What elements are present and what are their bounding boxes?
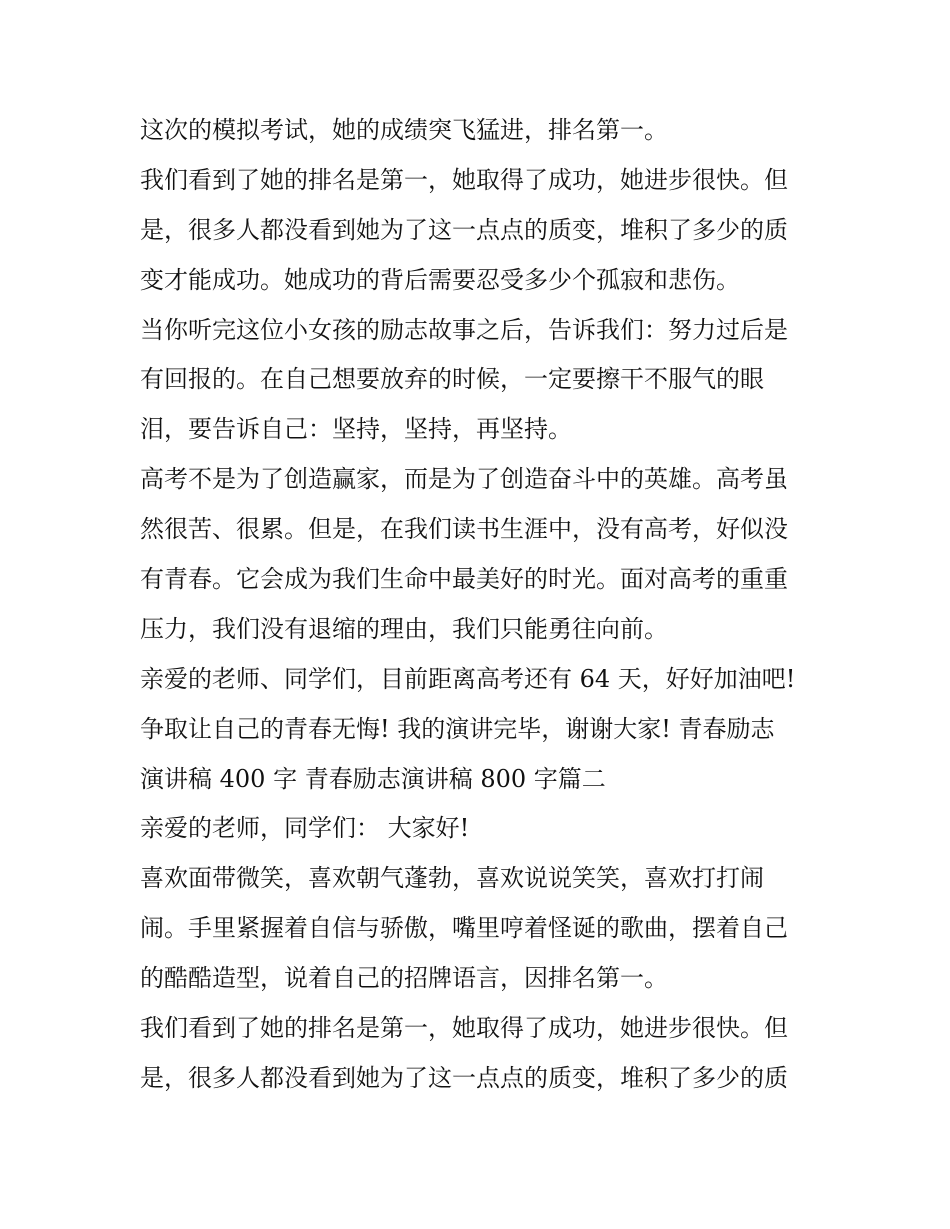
text-line: 争取让自己的青春无悔! 我的演讲完毕，谢谢大家! 青春励志 bbox=[140, 714, 775, 743]
text-line: 的酷酷造型，说着自己的招牌语言，因排名第一。 bbox=[140, 964, 668, 993]
text-line: 有青春。它会成为我们生命中最美好的时光。面对高考的重重 bbox=[140, 565, 788, 594]
text-line: 当你听完这位小女孩的励志故事之后，告诉我们：努力过后是 bbox=[140, 315, 788, 344]
text-line: 亲爱的老师，同学们： 大家好! bbox=[140, 814, 470, 843]
text-line: 我们看到了她的排名是第一，她取得了成功，她进步很快。但 bbox=[140, 165, 788, 194]
text-line: 我们看到了她的排名是第一，她取得了成功，她进步很快。但 bbox=[140, 1014, 788, 1043]
text-line: 泪，要告诉自己：坚持，坚持，再坚持。 bbox=[140, 415, 572, 444]
text-line: 压力，我们没有退缩的理由，我们只能勇往向前。 bbox=[140, 614, 668, 643]
text-line: 有回报的。在自己想要放弃的时候，一定要擦干不服气的眼 bbox=[140, 365, 764, 394]
text-line: 是，很多人都没看到她为了这一点点的质变，堆积了多少的质 bbox=[140, 1063, 788, 1092]
text-line: 闹。手里紧握着自信与骄傲，嘴里哼着怪诞的歌曲，摆着自己 bbox=[140, 914, 788, 943]
text-line: 亲爱的老师、同学们，目前距离高考还有 64 天，好好加油吧! bbox=[140, 664, 796, 693]
text-line: 高考不是为了创造赢家，而是为了创造奋斗中的英雄。高考虽 bbox=[140, 465, 788, 494]
text-line: 喜欢面带微笑，喜欢朝气蓬勃，喜欢说说笑笑，喜欢打打闹 bbox=[140, 864, 764, 893]
text-line: 这次的模拟考试，她的成绩突飞猛进，排名第一。 bbox=[140, 116, 668, 144]
text-line: 变才能成功。她成功的背后需要忍受多少个孤寂和悲伤。 bbox=[140, 265, 740, 294]
document-body bbox=[140, 106, 820, 1104]
text-line: 演讲稿 400 字 青春励志演讲稿 800 字篇二 bbox=[140, 764, 606, 793]
text-line: 然很苦、很累。但是，在我们读书生涯中，没有高考，好似没 bbox=[140, 515, 788, 544]
text-line: 是，很多人都没看到她为了这一点点的质变，堆积了多少的质 bbox=[140, 215, 788, 244]
